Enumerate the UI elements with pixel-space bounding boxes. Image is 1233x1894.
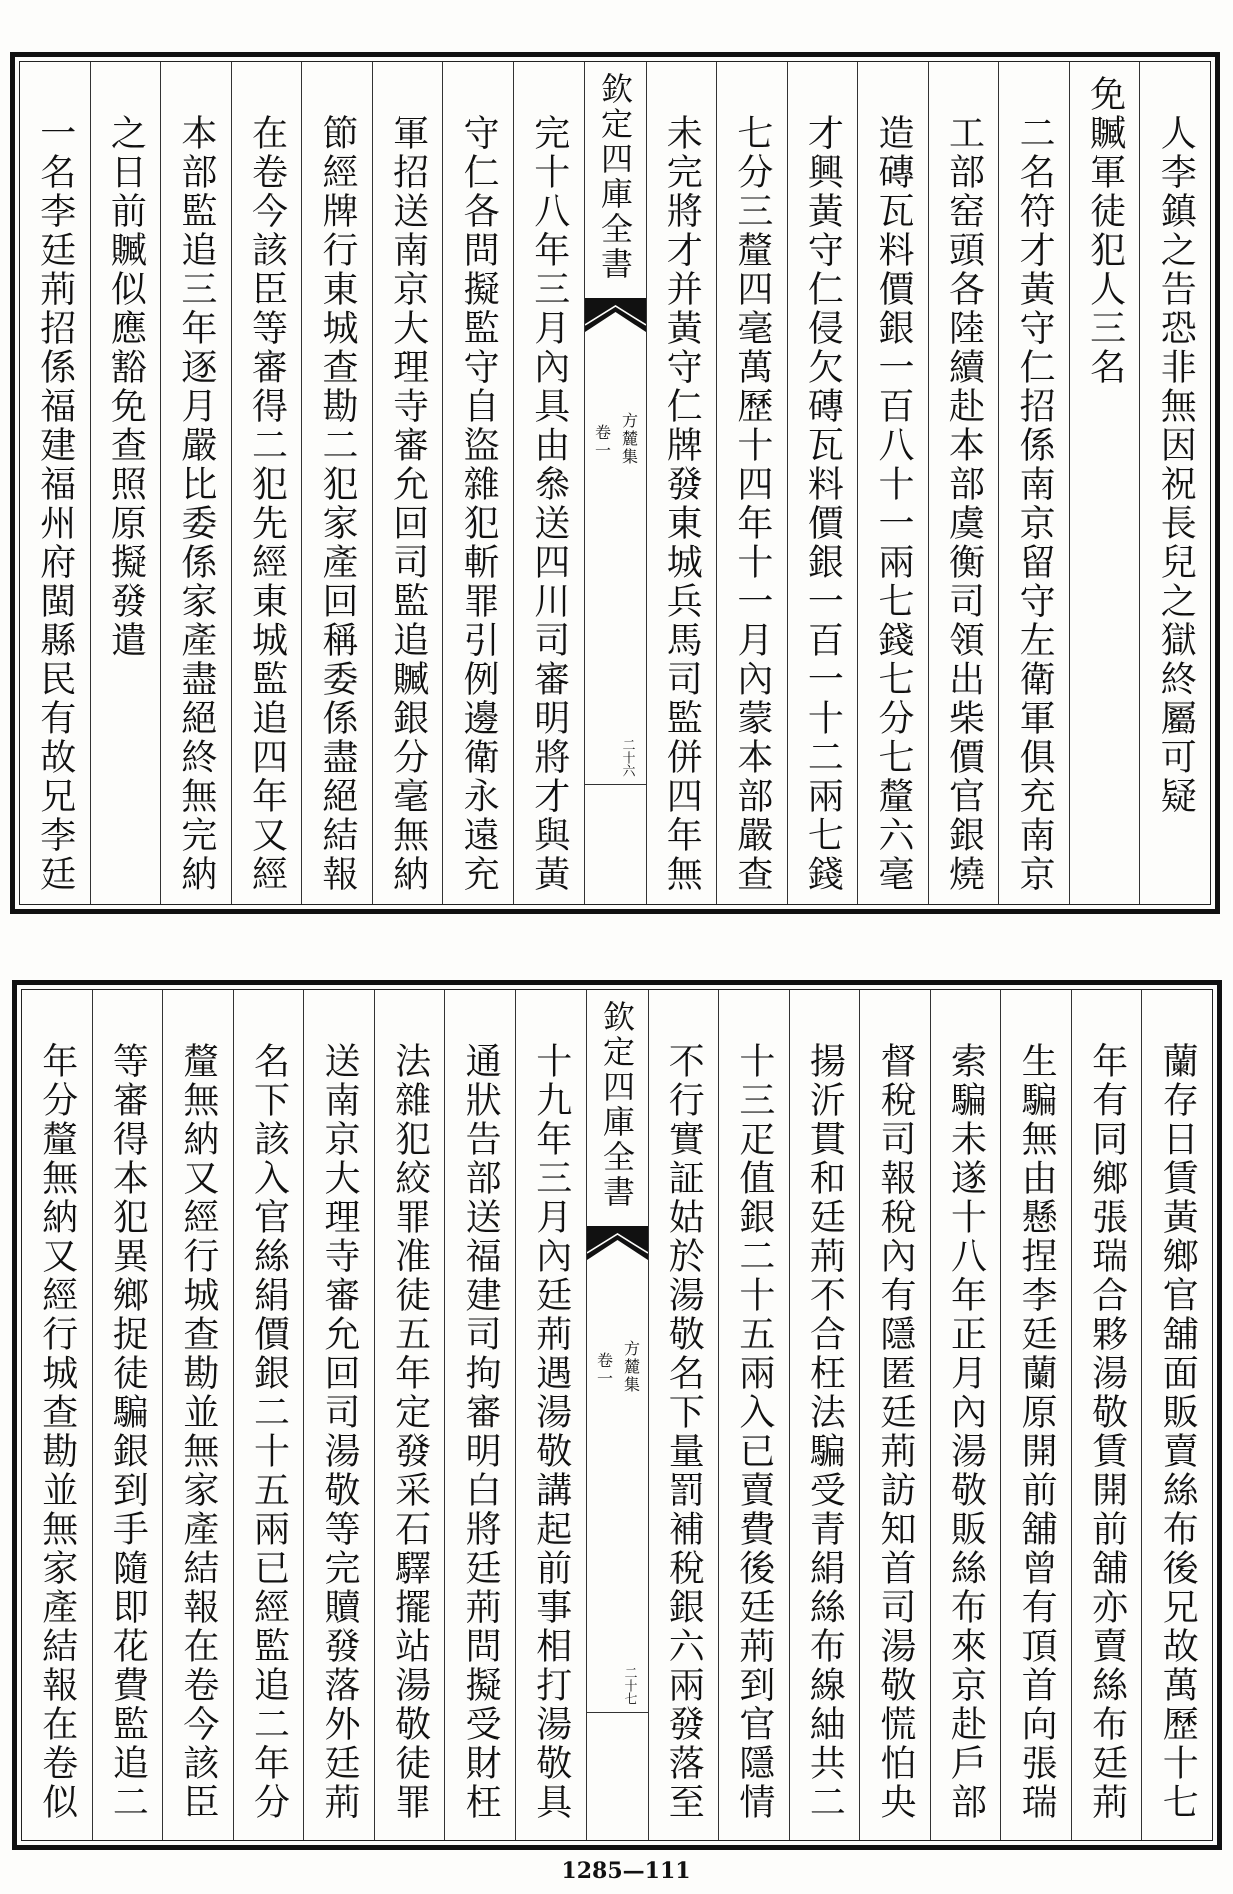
column-heading: 免贓軍徒犯人三名: [1084, 75, 1126, 387]
text-column: [1001, 990, 1072, 1840]
column-text: 守仁各問擬監守自盜雜犯斬罪引例邊衛永遠充: [458, 114, 500, 894]
text-column: [516, 990, 587, 1840]
text-column: [514, 62, 585, 904]
column-text: 一名李廷荊招係福建福州府閩縣民有故兄李廷: [34, 114, 76, 894]
column-text: 在卷今該臣等審得二犯先經東城監追四年又經: [246, 114, 288, 894]
fold-volume: 卷一: [592, 424, 612, 460]
center-fold: [587, 990, 649, 1840]
column-text: 名下該入官絲絹價銀二十五兩已經監追二年分: [248, 1042, 290, 1822]
top-page-text-area: [19, 61, 1211, 905]
bottom-page: [12, 980, 1222, 1850]
column-text: 本部監追三年逐月嚴比委係家產盡絕終無完納: [175, 114, 217, 894]
column-text: 揚沂貫和廷荊不合枉法騙受青絹絲布線紬共二: [804, 1042, 846, 1822]
text-column: [373, 62, 444, 904]
text-column: [232, 62, 303, 904]
text-column: [860, 990, 931, 1840]
fold-leaf-number: 二十七: [621, 1666, 637, 1705]
fold-volume: 卷一: [594, 1352, 614, 1388]
center-fold: [585, 62, 647, 904]
column-text: 七分三釐四毫萬歷十四年十一月內蒙本部嚴查: [731, 114, 773, 894]
heading-column: [1070, 62, 1141, 904]
fold-book-title: 方麓集: [621, 1340, 641, 1394]
fold-series-title: 欽定四庫全書: [596, 72, 634, 282]
text-column: [22, 990, 93, 1840]
text-column: [1072, 990, 1143, 1840]
fold-book-title: 方麓集: [619, 412, 639, 466]
column-text: 送南京大理寺審允回司湯敬等完贖發落外廷荊: [319, 1042, 361, 1822]
column-text: 索騙未遂十八年正月內湯敬販絲布來京赴戶部: [945, 1042, 987, 1822]
column-text: 蘭存日賃黃鄉官舖面販賣絲布後兄故萬歷十七: [1157, 1042, 1199, 1822]
column-text: 完十八年三月內具由叅送四川司審明將才與黃: [528, 114, 570, 894]
text-column: [929, 62, 1000, 904]
fishtail-mark: [587, 1226, 648, 1262]
text-column: [443, 62, 514, 904]
column-text: 工部窑頭各陸續赴本部虞衡司領出柴價官銀燒: [943, 114, 985, 894]
column-text: 人李鎮之告恐非無因祝長兒之獄終屬可疑: [1155, 114, 1197, 816]
column-text: 法雜犯絞罪准徒五年定發采石驛擺站湯敬徒罪: [389, 1042, 431, 1822]
column-text: 年有同鄉張瑞合夥湯敬賃開前舖亦賣絲布廷荊: [1086, 1042, 1128, 1822]
column-text: 造磚瓦料價銀一百八十一兩七錢七分七釐六毫: [872, 114, 914, 894]
top-page: [10, 52, 1220, 914]
bottom-page-text-area: [21, 989, 1213, 1841]
column-text: 生騙無由懸捏李廷蘭原開前舖曾有頂首向張瑞: [1016, 1042, 1058, 1822]
text-column: [647, 62, 718, 904]
column-text: 釐無納又經行城查勘並無家產結報在卷今該臣: [177, 1042, 219, 1822]
text-column: [91, 62, 162, 904]
text-column: [161, 62, 232, 904]
column-text: 未完將才并黃守仁牌發東城兵馬司監併四年無: [661, 114, 703, 894]
fold-rule: [585, 784, 646, 785]
column-text: 十九年三月內廷荊遇湯敬講起前事相打湯敬具: [530, 1042, 572, 1822]
text-column: [93, 990, 164, 1840]
text-column: [931, 990, 1002, 1840]
column-text: 二名符才黃守仁招係南京留守左衛軍俱充南京: [1014, 114, 1056, 894]
fold-leaf-number: 二十六: [619, 738, 635, 777]
text-column: [999, 62, 1070, 904]
fold-rule: [587, 1712, 648, 1713]
text-column: [717, 62, 788, 904]
column-text: 才興黃守仁侵欠磚瓦料價銀一百一十二兩七錢: [802, 114, 844, 894]
text-column: [375, 990, 446, 1840]
text-column: [20, 62, 91, 904]
text-column: [445, 990, 516, 1840]
text-column: [304, 990, 375, 1840]
column-text: 之日前贓似應豁免查照原擬發遣: [105, 114, 147, 660]
text-column: [649, 990, 720, 1840]
text-column: [858, 62, 929, 904]
text-column: [163, 990, 234, 1840]
page-number: 1285—111: [561, 1858, 691, 1884]
text-column: [1140, 62, 1210, 904]
fold-series-title: 欽定四庫全書: [598, 1000, 636, 1210]
column-text: 通狀告部送福建司拘審明白將廷荊問擬受財枉: [460, 1042, 502, 1822]
column-text: 督稅司報稅內有隱匿廷荊訪知首司湯敬慌怕央: [874, 1042, 916, 1822]
text-column: [1142, 990, 1212, 1840]
fishtail-mark: [585, 298, 646, 334]
text-column: [719, 990, 790, 1840]
column-text: 節經牌行東城查勘二犯家產回稱委係盡絕結報: [317, 114, 359, 894]
column-text: 等審得本犯異鄉捉徒騙銀到手隨即花費監追二: [107, 1042, 149, 1822]
text-column: [302, 62, 373, 904]
text-column: [790, 990, 861, 1840]
column-text: 軍招送南京大理寺審允回司監追贓銀分毫無納: [387, 114, 429, 894]
column-text: 不行實証姑於湯敬名下量罰補稅銀六兩發落至: [663, 1042, 705, 1822]
column-text: 十三疋值銀二十五兩入已賣費後廷荊到官隱情: [733, 1042, 775, 1822]
text-column: [234, 990, 305, 1840]
text-column: [788, 62, 859, 904]
column-text: 年分釐無納又經行城查勘並無家產結報在卷似: [36, 1042, 78, 1822]
